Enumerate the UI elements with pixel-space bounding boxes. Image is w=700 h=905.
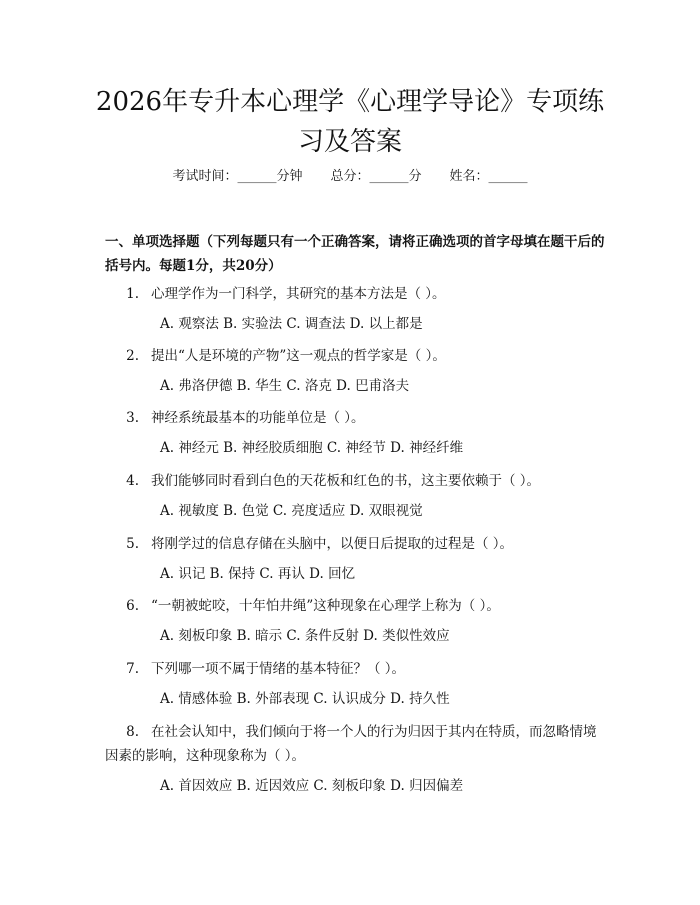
exam-info bbox=[0, 167, 700, 187]
question-text: 心理学作为一门科学，其研究的基本方法是（ ）。 bbox=[151, 286, 446, 302]
question-4 bbox=[105, 469, 605, 493]
question-text: 将刚学过的信息存储在头脑中，以便日后提取的过程是（ ）。 bbox=[151, 536, 514, 552]
question-5 bbox=[105, 532, 605, 556]
question-7-options: A. 情感体验 B. 外部表现 C. 认识成分 D. 持久性 bbox=[160, 691, 450, 707]
question-6 bbox=[105, 594, 605, 618]
question-6-options: A. 刻板印象 B. 暗示 C. 条件反射 D. 类似性效应 bbox=[160, 628, 450, 644]
question-5-options: A. 识记 B. 保持 C. 再认 D. 回忆 bbox=[160, 566, 356, 582]
question-number: 3. bbox=[126, 410, 139, 426]
question-text: 我们能够同时看到白色的天花板和红色的书，这主要依赖于（ ）。 bbox=[151, 473, 541, 489]
question-number: 6. bbox=[126, 598, 139, 614]
question-1 bbox=[105, 282, 605, 306]
question-7 bbox=[105, 657, 605, 681]
question-number: 8. bbox=[126, 724, 139, 740]
question-text: “一朝被蛇咬，十年怕井绳”这种现象在心理学上称为（ ）。 bbox=[151, 598, 500, 614]
question-text: 提出“人是环境的产物”这一观点的哲学家是（ ）。 bbox=[151, 348, 446, 364]
question-1-options: A. 观察法 B. 实验法 C. 调查法 D. 以上都是 bbox=[160, 316, 423, 332]
name-field: 姓名：______ bbox=[449, 169, 528, 184]
question-number: 5. bbox=[126, 536, 139, 552]
question-2 bbox=[105, 344, 605, 368]
question-number: 4. bbox=[126, 473, 139, 489]
question-number: 7. bbox=[126, 661, 139, 677]
total-score-field: 总分：______分 bbox=[330, 169, 422, 184]
question-number: 1. bbox=[126, 286, 139, 302]
question-text: 神经系统最基本的功能单位是（ ）。 bbox=[151, 410, 365, 426]
page-title: 2026年专升本心理学《心理学导论》专项练习及答案 bbox=[95, 87, 605, 157]
question-4-options: A. 视敏度 B. 色觉 C. 亮度适应 D. 双眼视觉 bbox=[160, 503, 423, 519]
question-number: 2. bbox=[126, 348, 139, 364]
question-text: 在社会认知中，我们倾向于将一个人的行为归因于其内在特质，而忽略情境因素的影响，这种现象称为（ ）。 bbox=[105, 724, 597, 764]
question-2-options: A. 弗洛伊德 B. 华生 C. 洛克 D. 巴甫洛夫 bbox=[160, 378, 410, 394]
section-heading: 一、单项选择题（下列每题只有一个正确答案，请将正确选项的首字母填在题干后的括号内。每题1分，共20分） bbox=[105, 234, 605, 274]
question-8-options: A. 首因效应 B. 近因效应 C. 刻板印象 D. 归因偏差 bbox=[160, 778, 464, 794]
question-text: 下列哪一项不属于情绪的基本特征？（ ）。 bbox=[151, 661, 406, 677]
question-3 bbox=[105, 406, 605, 430]
question-3-options: A. 神经元 B. 神经胶质细胞 C. 神经节 D. 神经纤维 bbox=[160, 440, 464, 456]
question-8 bbox=[105, 720, 605, 768]
exam-time-field: 考试时间：______分钟 bbox=[172, 169, 303, 184]
